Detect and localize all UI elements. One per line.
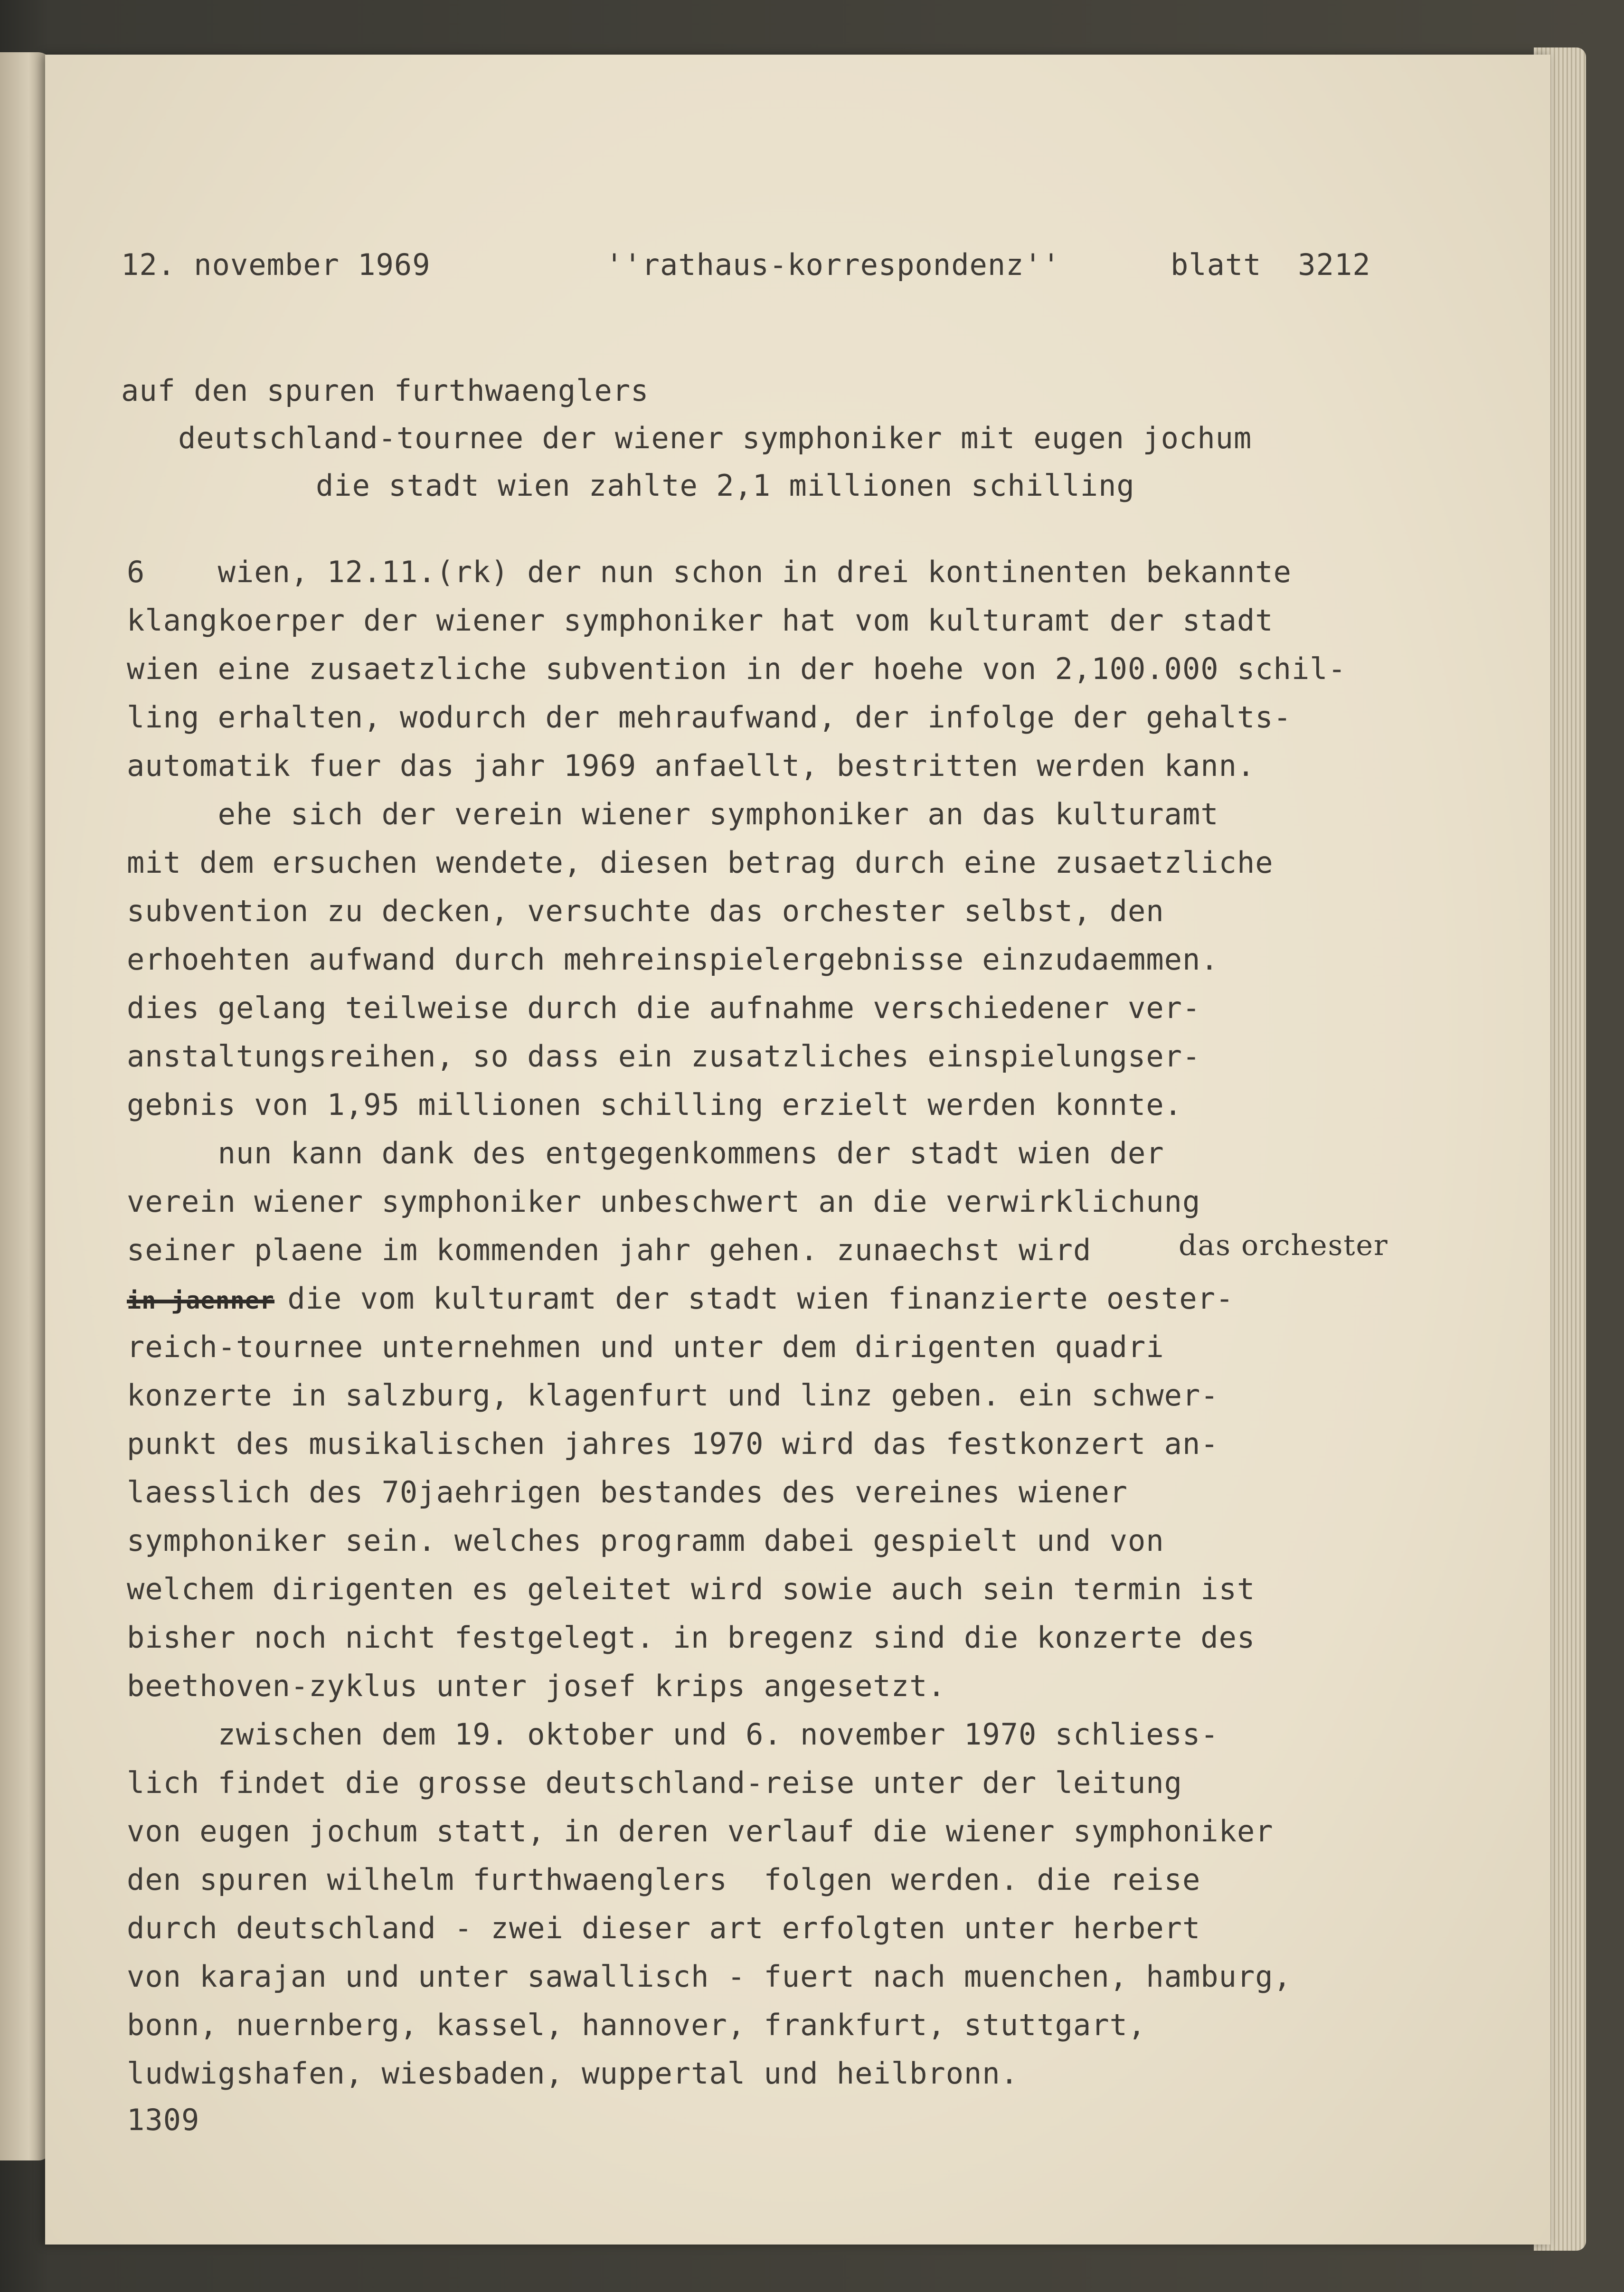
body-line: ehe sich der verein wiener symphoniker an das kulturamt bbox=[127, 797, 1219, 831]
subheadline: deutschland-tournee der wiener symphoniker mit eugen jochum bbox=[178, 421, 1252, 455]
body-line: bisher noch nicht festgelegt. in bregenz sind die konzerte des bbox=[127, 1620, 1256, 1655]
body-line: symphoniker sein. welches programm dabei gespielt und von bbox=[127, 1523, 1164, 1558]
body-line: dies gelang teilweise durch die aufnahme verschiedener ver- bbox=[127, 990, 1201, 1025]
body-line: nun kann dank des entgegenkommens der stadt wien der bbox=[127, 1136, 1164, 1170]
headline: auf den spuren furthwaenglers bbox=[121, 373, 649, 408]
footer-number: 1309 bbox=[127, 2103, 200, 2137]
body-line: 6 wien, 12.11.(rk) der nun schon in drei kontinenten bekannte bbox=[127, 555, 1292, 589]
body-line: automatik fuer das jahr 1969 anfaellt, bestritten werden kann. bbox=[127, 748, 1256, 783]
document-page bbox=[45, 55, 1550, 2245]
header-date: 12. november 1969 bbox=[121, 247, 431, 282]
inserted-correction: das orchester bbox=[1179, 1229, 1388, 1262]
body-line: die vom kulturamt der stadt wien finanzierte oester- bbox=[269, 1281, 1234, 1316]
body-line: durch deutschland - zwei dieser art erfolgten unter herbert bbox=[127, 1911, 1201, 1945]
body-line: laesslich des 70jaehrigen bestandes des vereines wiener bbox=[127, 1475, 1128, 1509]
body-line: ludwigshafen, wiesbaden, wuppertal und heilbronn. bbox=[127, 2056, 1019, 2091]
body-line: von eugen jochum statt, in deren verlauf die wiener symphoniker bbox=[127, 1814, 1274, 1849]
body-line: wien eine zusaetzliche subvention in der hoehe von 2,100.000 schil- bbox=[127, 651, 1346, 686]
body-line: subvention zu decken, versuchte das orchester selbst, den bbox=[127, 894, 1164, 928]
body-line: gebnis von 1,95 millionen schilling erzielt werden konnte. bbox=[127, 1087, 1182, 1122]
article-body bbox=[127, 548, 1388, 2292]
subheadline-2: die stadt wien zahlte 2,1 millionen schilling bbox=[316, 468, 1135, 503]
header-sheet-number: blatt 3212 bbox=[1171, 247, 1371, 282]
body-line: seiner plaene im kommenden jahr gehen. zunaechst wird bbox=[127, 1233, 1092, 1267]
body-line: bonn, nuernberg, kassel, hannover, frankfurt, stuttgart, bbox=[127, 2008, 1146, 2042]
body-line: anstaltungsreihen, so dass ein zusatzliches einspielungser- bbox=[127, 1039, 1201, 1074]
body-line: von karajan und unter sawallisch - fuert nach muenchen, hamburg, bbox=[127, 1959, 1292, 1994]
body-line: beethoven-zyklus unter josef krips angesetzt. bbox=[127, 1669, 946, 1703]
body-line: reich-tournee unternehmen und unter dem dirigenten quadri bbox=[127, 1330, 1164, 1364]
body-line: verein wiener symphoniker unbeschwert an die verwirklichung bbox=[127, 1184, 1201, 1219]
struck-text: in jaenner bbox=[127, 1287, 275, 1314]
body-line: zwischen dem 19. oktober und 6. november 1970 schliess- bbox=[127, 1717, 1219, 1752]
body-line: erhoehten aufwand durch mehreinspielergebnisse einzudaemmen. bbox=[127, 942, 1219, 977]
facing-page-edge bbox=[0, 52, 52, 2160]
body-line: mit dem ersuchen wendete, diesen betrag durch eine zusaetzliche bbox=[127, 845, 1274, 880]
body-line: ling erhalten, wodurch der mehraufwand, der infolge der gehalts- bbox=[127, 700, 1292, 735]
body-line: konzerte in salzburg, klagenfurt und linz geben. ein schwer- bbox=[127, 1378, 1219, 1413]
body-line: klangkoerper der wiener symphoniker hat vom kulturamt der stadt bbox=[127, 603, 1274, 638]
header-publication: ''rathaus-korrespondenz'' bbox=[605, 247, 1061, 282]
body-line: punkt des musikalischen jahres 1970 wird das festkonzert an- bbox=[127, 1426, 1219, 1461]
body-line: den spuren wilhelm furthwaenglers folgen werden. die reise bbox=[127, 1862, 1201, 1897]
body-line: welchem dirigenten es geleitet wird sowie auch sein termin ist bbox=[127, 1572, 1256, 1606]
body-line: lich findet die grosse deutschland-reise unter der leitung bbox=[127, 1765, 1182, 1800]
